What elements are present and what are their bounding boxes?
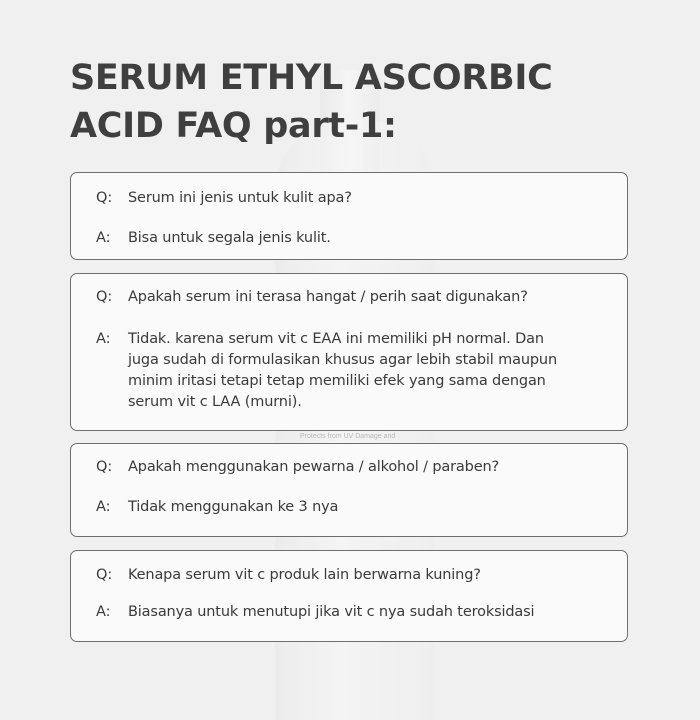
faq-question xyxy=(96,565,615,586)
question-prefix: Q: xyxy=(96,289,113,305)
question-prefix: Q: xyxy=(96,459,113,475)
question-text xyxy=(128,287,528,308)
answer-text xyxy=(128,497,338,518)
text-line: Tidak. karena serum vit c EAA ini memiliki pH normal. Dan xyxy=(128,331,544,347)
answer-prefix: A: xyxy=(96,331,111,347)
text-line: Biasanya untuk menutupi jika vit c nya sudah teroksidasi xyxy=(128,604,535,620)
question-prefix: Q: xyxy=(96,567,113,583)
text-line: Kenapa serum vit c produk lain berwarna kuning? xyxy=(128,567,481,583)
background-product-print: Protects from UV Damage and xyxy=(300,433,396,440)
faq-card xyxy=(70,172,628,260)
page-title xyxy=(70,54,552,150)
faq-answer xyxy=(96,228,615,249)
text-line: Apakah menggunakan pewarna / alkohol / paraben? xyxy=(128,459,500,475)
answer-prefix: A: xyxy=(96,604,111,620)
answer-text xyxy=(128,329,557,413)
question-text xyxy=(128,565,481,586)
text-line: Serum ini jenis untuk kulit apa? xyxy=(128,190,352,206)
title-line: SERUM ETHYL ASCORBIC xyxy=(70,58,553,98)
text-line: juga sudah di formulasikan khusus agar lebih stabil maupun xyxy=(128,352,558,368)
faq-card xyxy=(70,273,628,431)
faq-answer xyxy=(96,329,615,413)
title-line: ACID FAQ part-1: xyxy=(70,106,397,146)
answer-prefix: A: xyxy=(96,499,111,515)
question-text xyxy=(128,457,499,478)
faq-card xyxy=(70,550,628,642)
faq-answer xyxy=(96,602,615,623)
faq-question xyxy=(96,188,615,209)
faq-question xyxy=(96,287,615,308)
text-line: minim iritasi tetapi tetap memiliki efek yang sama dengan xyxy=(128,373,546,389)
text-line: Tidak menggunakan ke 3 nya xyxy=(128,499,339,515)
text-line: Apakah serum ini terasa hangat / perih saat digunakan? xyxy=(128,289,528,305)
question-text xyxy=(128,188,352,209)
question-prefix: Q: xyxy=(96,190,113,206)
answer-prefix: A: xyxy=(96,230,111,246)
faq-question xyxy=(96,457,615,478)
faq-answer xyxy=(96,497,615,518)
answer-text xyxy=(128,602,534,623)
text-line: Bisa untuk segala jenis kulit. xyxy=(128,230,331,246)
faq-card xyxy=(70,443,628,537)
text-line: serum vit c LAA (murni). xyxy=(128,394,302,410)
answer-text xyxy=(128,228,331,249)
